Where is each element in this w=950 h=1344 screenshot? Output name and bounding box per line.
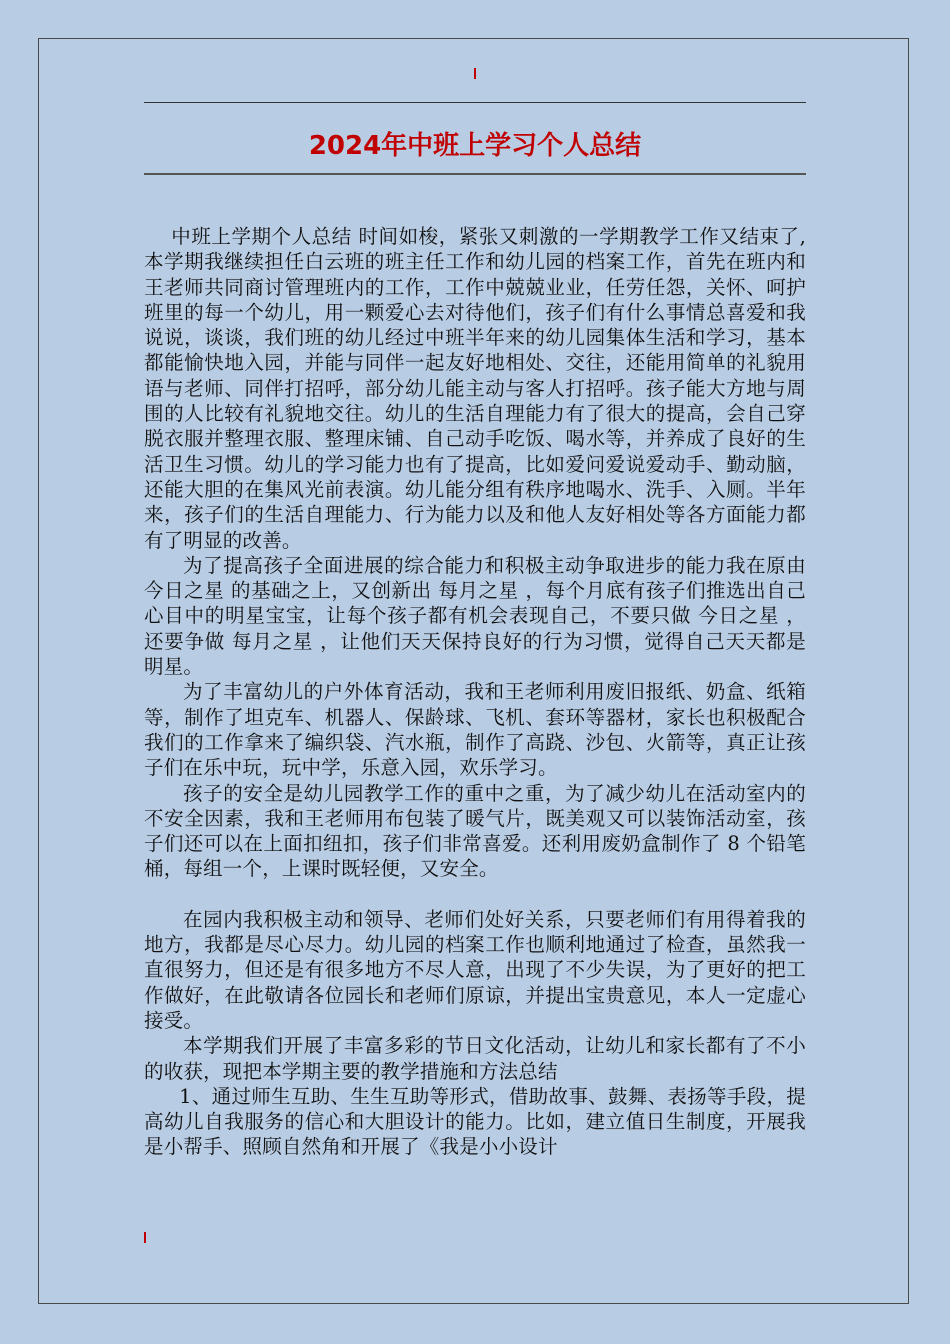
document-body xyxy=(144,224,806,1160)
paragraph: 为了提高孩子全面进展的综合能力和积极主动争取进步的能力我在原由 今日之星 的基础之上，又创新出 每月之星 ，每个月底有孩子们推选出自己心目中的明星宝宝，让每个孩子都有机会表现自己，不要只做 今日之星 ，还要争做 每月之星 ，让他们天天保持良好的行为习惯，觉得自己天天都是明星。 xyxy=(144,553,806,679)
title-rule xyxy=(144,173,806,175)
paragraph: 为了丰富幼儿的户外体育活动，我和王老师利用废旧报纸、奶盒、纸箱等，制作了坦克车、机器人、保龄球、飞机、套环等器材，家长也积极配合我们的工作拿来了编织袋、汽水瓶，制作了高跷、沙包、火箭等，真正让孩子们在乐中玩，玩中学，乐意入园，欢乐学习。 xyxy=(144,680,806,780)
footer-mark xyxy=(144,1232,146,1243)
paragraph: 在园内我积极主动和领导、老师们处好关系，只要老师们有用得着我的地方，我都是尽心尽力。幼儿园的档案工作也顺利地通过了检查，虽然我一直很努力，但还是有很多地方不尽人意，出现了不少失误，为了更好的把工作做好，在此敬请各位园长和老师们原谅，并提出宝贵意见，本人一定虚心接受。 xyxy=(144,907,806,1032)
paragraph: 孩子的安全是幼儿园教学工作的重中之重，为了减少幼儿在活动室内的不安全因素，我和王老师用布包装了暖气片，既美观又可以装饰活动室，孩子们还可以在上面扣纽扣，孩子们非常喜爱。还利用废奶盒制作了 8 个铅笔桶，每组一个，上课时既轻便，又安全。 xyxy=(144,781,806,881)
document-title: 2024年中班上学习个人总结 xyxy=(308,131,642,161)
paragraph: 本学期我们开展了丰富多彩的节日文化活动，让幼儿和家长都有了不小的收获，现把本学期主要的教学措施和方法总结 xyxy=(144,1034,806,1083)
header-mark xyxy=(474,68,476,79)
paragraph: 中班上学期个人总结 时间如梭，紧张又刺激的一学期教学工作又结束了,本学期我继续担任白云班的班主任工作和幼儿园的档案工作，首先在班内和王老师共同商讨管理班内的工作，工作中兢兢业业，任劳任怨，关怀、呵护班里的每一个幼儿，用一颗爱心去对待他们，孩子们有什么事情总喜爱和我说说，谈谈，我们班的幼儿经过中班半年来的幼儿园集体生活和学习，基本都能愉快地入园，并能与同伴一起友好地相处、交往，还能用简单的礼貌用语与老师、同伴打招呼，部分幼儿能主动与客人打招呼。孩子能大方地与周围的人比较有礼貌地交往。幼儿的生活自理能力有了很大的提高，会自己穿脱衣服并整理衣服、整理床铺、自己动手吃饭、喝水等，并养成了良好的生活卫生习惯。幼儿的学习能力也有了提高，比如爱问爱说爱动手、勤动脑，还能大胆的在集风光前表演。幼儿能分组有秩序地喝水、洗手、入厕。半年来，孩子们的生活自理能力、行为能力以及和他人友好相处等各方面能力都有了明显的改善。 xyxy=(144,225,806,552)
paragraph: 1、通过师生互助、生生互助等形式，借助故事、鼓舞、表扬等手段，提高幼儿自我服务的信心和大胆设计的能力。比如，建立值日生制度，开展我是小帮手、照顾自然角和开展了《我是小小设计 xyxy=(144,1084,806,1159)
header-rule xyxy=(144,102,806,103)
